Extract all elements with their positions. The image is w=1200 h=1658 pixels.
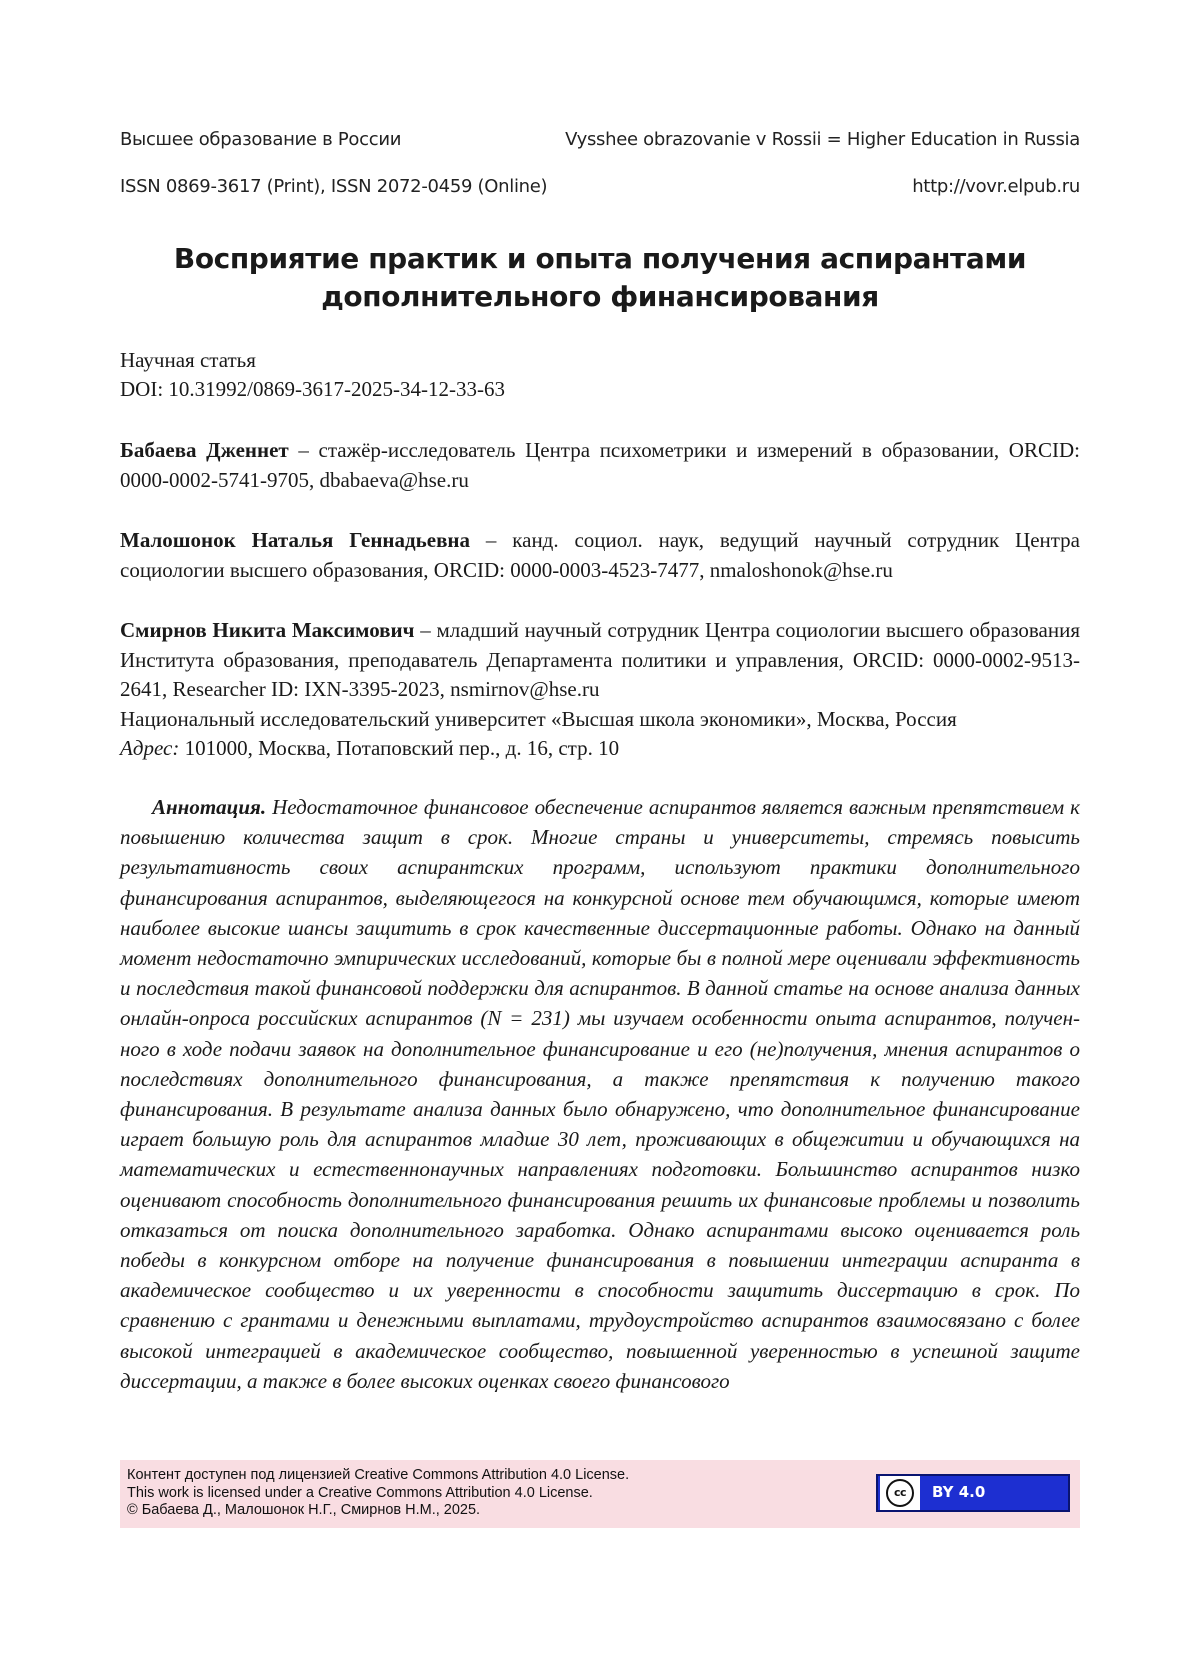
- cc-logo: [880, 1476, 920, 1510]
- running-header: [120, 129, 1080, 150]
- article-meta: [120, 346, 505, 404]
- license-line-en: This work is licensed under a Creative Commons Attribution 4.0 License.: [127, 1484, 593, 1501]
- abstract: [120, 792, 1080, 1396]
- author-description: – стажёр-исследователь Центра психометрики и измерений в образовании, ORCID: 0000-0002-5741-9705, dbabaeva@hse.ru: [120, 438, 1080, 492]
- address-value: 101000, Москва, Потаповский пер., д. 16, стр. 10: [179, 736, 620, 760]
- article-type: Научная статья: [120, 348, 256, 372]
- affiliation: Национальный исследовательский университет «Высшая школа экономики», Москва, Россия: [120, 706, 957, 731]
- address-label: Адрес:: [120, 736, 180, 760]
- abstract-label: Аннотация.: [152, 795, 267, 819]
- author-name: Малошонок Наталья Геннадьевна: [120, 528, 471, 552]
- author-description: – канд. социол. наук, ведущий научный сотрудник Центра социологии высшего образования, ORCID: 0000-0003-4523-7477, nmaloshonok@hse.ru: [120, 528, 1081, 582]
- license-box: [120, 1460, 1080, 1528]
- author-name: Смирнов Никита Максимович: [120, 618, 415, 642]
- cc-by-badge[interactable]: [876, 1474, 1070, 1512]
- doi[interactable]: DOI: 10.31992/0869-3617-2025-34-12-33-63: [120, 377, 505, 401]
- author-3: [120, 616, 1080, 764]
- author-name: Бабаева Дженнет: [120, 438, 289, 462]
- issn: ISSN 0869-3617 (Print), ISSN 2072-0459 (Online): [120, 176, 548, 197]
- journal-name-ru: Высшее образование в России: [120, 129, 402, 150]
- creative-commons-icon: cc: [886, 1479, 914, 1507]
- license-line-ru: Контент доступен под лицензией Creative Commons Attribution 4.0 License.: [127, 1467, 630, 1483]
- article-title: [120, 240, 1080, 316]
- issn-header: [120, 176, 1080, 197]
- author-1: [120, 436, 1080, 495]
- copyright: © Бабаева Д., Малошонок Н.Г., Смирнов Н.М., 2025.: [127, 1502, 481, 1518]
- journal-name-en: Vysshee obrazovanie v Rossii = Higher Education in Russia: [565, 129, 1080, 150]
- author-description: – младший научный сотрудник Центра социологии высшего образования Института образования, преподаватель Департамента политики и управления, ORCID: 0000-0002-9513-2641, Researcher ID: IXN-3395-2023, nsmirnov@hse.ru: [120, 618, 1080, 701]
- journal-url[interactable]: http://vovr.elpub.ru: [912, 176, 1080, 197]
- author-2: [120, 526, 1080, 585]
- address: [120, 734, 1080, 764]
- title-line-1: Восприятие практик и опыта получения аспирантами: [173, 242, 1027, 275]
- title-line-2: дополнительного финансирования: [321, 280, 879, 313]
- abstract-text: Недостаточное финансовое обеспечение аспирантов является важным препятствием к повышению количества защит в срок. Многие страны и университеты, стремясь повысить результативность своих аспирантских программ, используют практики дополнительного финансирования аспирантов, выделяющегося на конкурсной основе тем обучающимся, которые имеют наиболее высокие шансы защитить в срок качественные диссертационные работы. Однако на данный момент недостаточно эмпирических исследований, которые бы в полной мере оценивали эффективность и последствия такой финансовой поддержки для аспирантов. В данной статье на основе анализа данных онлайн-опроса российских аспирантов (N = 231) мы изучаем особенности опыта аспирантов, полученного в ходе подачи заявок на дополнительное финансирование и его (не)получения, мнения аспирантов о последствиях дополнительного финансирования, а также препятствия к получению такого финансирования. В результате анализа данных было обнаружено, что дополнительное финансирование играет большую роль для аспирантов младше 30 лет, проживающих в общежитии и обучающихся на математических и естественнонаучных направлениях подготовки. Большинство аспирантов низко оценивают способность дополнительного финансирования решить их финансовые проблемы и позволить отказаться от поиска дополнительного заработка. Однако аспирантами высоко оценивается роль победы в конкурсном отборе на получение финансирования в повышении интеграции аспиранта в академическое сообщество и их уверенности в способности защитить диссертацию в срок. По сравнению с грантами и денежными выплатами, трудоустройство аспирантов взаимосвязано с более высокой интеграцией в академическое сообщество, повышенной уверенностью в успешной защите диссертации, а также в более высоких оценках своего финансового: [120, 795, 1080, 1393]
- license-text: [127, 1467, 629, 1520]
- cc-badge-text: BY 4.0: [932, 1483, 986, 1502]
